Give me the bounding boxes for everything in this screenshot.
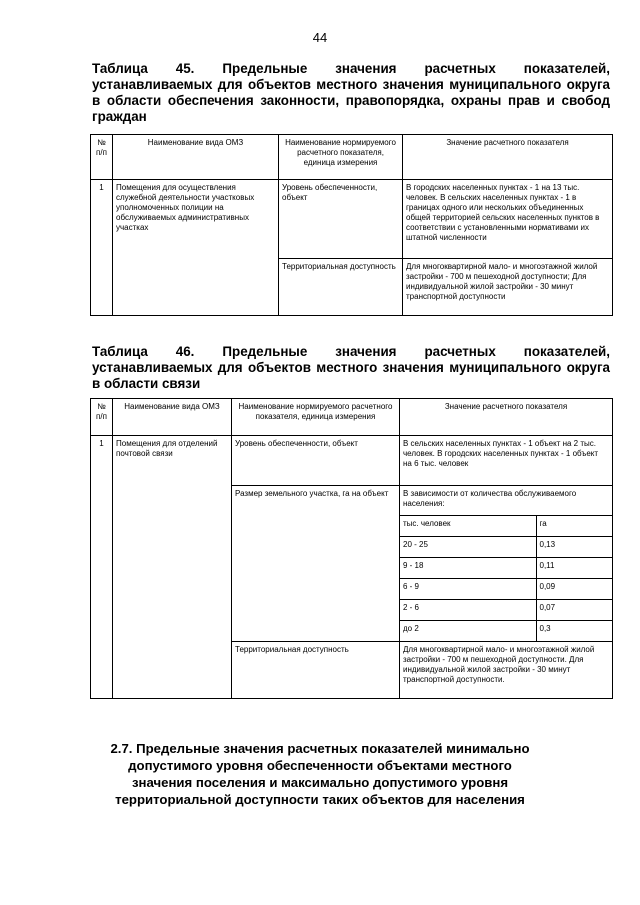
table-row (91, 180, 613, 259)
table46-row-num: 1 (91, 436, 113, 699)
table45-row-num: 1 (91, 180, 113, 316)
land-size-ha: 0,11 (536, 558, 612, 579)
table45-header-value: Значение расчетного показателя (403, 135, 613, 180)
land-size-row (400, 621, 612, 642)
table46-header-type: Наименование вида ОМЗ (113, 399, 232, 436)
table-row (91, 436, 613, 486)
table45-row-value2: Для многоквартирной мало- и многоэтажной жилой застройки - 700 м пешеходной доступности; Для индивидуальной жилой застройки - 30 минут транспортной доступности (403, 259, 613, 316)
table46 (90, 398, 613, 699)
land-size-header-ha: га (536, 516, 612, 537)
table46-land-size-intro: В зависимости от количества обслуживаемого населения: (403, 489, 577, 508)
table46-caption: Таблица 46. Предельные значения расчетных показателей, устанавливаемых для объектов местного значения муниципального округа в области связи (92, 344, 610, 391)
table45-header-row (91, 135, 613, 180)
table45-header-indicator: Наименование нормируемого расчетного показателя, единица измерения (279, 135, 403, 180)
land-size-ha: 0,3 (536, 621, 612, 642)
table46-row-indicator1: Уровень обеспеченности, объект (232, 436, 400, 486)
land-size-people: 6 - 9 (400, 579, 536, 600)
page-number: 44 (312, 30, 328, 45)
table46-row-indicator2: Размер земельного участка, га на объект (232, 486, 400, 642)
land-size-header-people: тыс. человек (400, 516, 536, 537)
section-heading: 2.7. Предельные значения расчетных показателей минимально допустимого уровня обеспеченности объектами местного значения поселения и максимально допустимого уровня территориальной доступности таких объектов для населения (110, 741, 530, 807)
table46-header-value: Значение расчетного показателя (400, 399, 613, 436)
land-size-header-row (400, 516, 612, 537)
table46-header-num: № п/п (91, 399, 113, 436)
land-size-row (400, 558, 612, 579)
land-size-row (400, 537, 612, 558)
table46-header-row (91, 399, 613, 436)
table46-row-value1: В сельских населенных пунктах - 1 объект на 2 тыс. человек. В городских населенных пунктах - 1 объект на 6 тыс. человек (400, 436, 613, 486)
land-size-people: 9 - 18 (400, 558, 536, 579)
table46-row-indicator3: Территориальная доступность (232, 642, 400, 699)
land-size-ha: 0,07 (536, 600, 612, 621)
land-size-ha: 0,13 (536, 537, 612, 558)
table45-caption: Таблица 45. Предельные значения расчетных показателей, устанавливаемых для объектов местного значения муниципального округа в области обеспечения законности, правопорядка, охраны прав и свобод граждан (92, 61, 610, 124)
table45-row-indicator2: Территориальная доступность (279, 259, 403, 316)
table45-header-num: № п/п (91, 135, 113, 180)
table45-row-indicator1: Уровень обеспеченности, объект (279, 180, 403, 259)
table46-row-value3: Для многоквартирной мало- и многоэтажной жилой застройки - 700 м пешеходной доступности. Для индивидуальной жилой застройки - 30 минут транспортной доступности. (400, 642, 613, 699)
table46-row-type: Помещения для отделений почтовой связи (113, 436, 232, 699)
land-size-ha: 0,09 (536, 579, 612, 600)
land-size-subtable (400, 515, 612, 641)
land-size-people: до 2 (400, 621, 536, 642)
table45-row-type: Помещения для осуществления служебной деятельности участковых уполномоченных полиции на обслуживаемых административных участках (113, 180, 279, 316)
table46-header-indicator: Наименование нормируемого расчетного показателя, единица измерения (232, 399, 400, 436)
table45 (90, 134, 613, 316)
land-size-people: 20 - 25 (400, 537, 536, 558)
table46-land-size-cell (400, 486, 613, 642)
land-size-people: 2 - 6 (400, 600, 536, 621)
table45-header-type: Наименование вида ОМЗ (113, 135, 279, 180)
land-size-row (400, 579, 612, 600)
land-size-row (400, 600, 612, 621)
table45-row-value1: В городских населенных пунктах - 1 на 13 тыс. человек. В сельских населенных пунктах - 1 в границах одного или нескольких объединенных общей территорией сельских населенных пунктов в соответствии с установленными нормативами их штатной численности (403, 180, 613, 259)
